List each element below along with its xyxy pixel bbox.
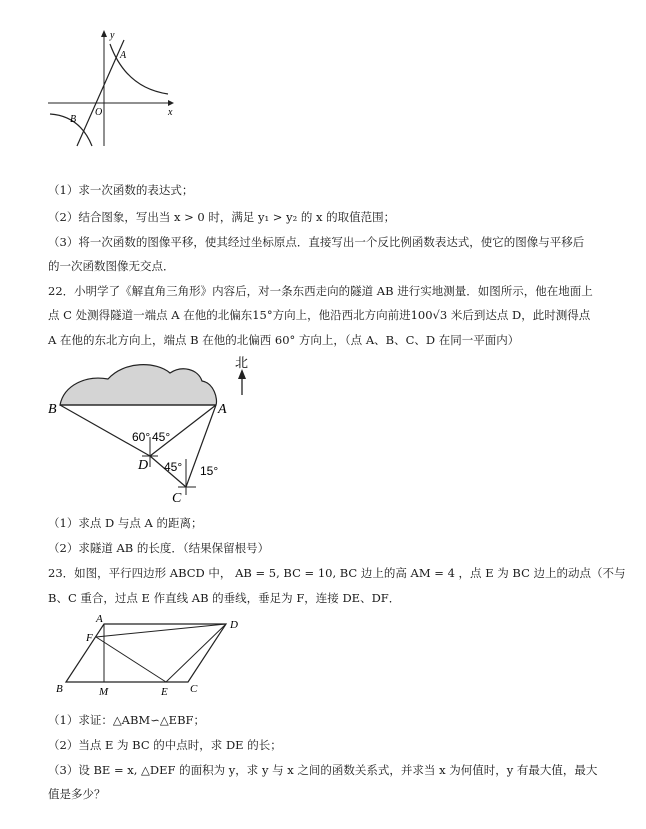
q23-statement-line-2: B、C 重合，过点 E 作直线 AB 的垂线，垂足为 F，连接 DE、DF．: [48, 591, 401, 605]
point-c-label: C: [190, 683, 198, 695]
point-a-label: A: [96, 613, 103, 625]
y-axis-label: y: [110, 30, 115, 41]
q22-statement-line-3: A 在他的东北方向上，端点 B 在他的北偏西 60° 方向上，（点 A、B、C、D 在同一平面内）: [48, 333, 520, 347]
q21-part-1: （1）求一次函数的表达式；: [48, 183, 194, 197]
q23-part-3-line-2: 值是多少？: [48, 787, 106, 801]
angle-45-bottom-label: 45°: [164, 460, 183, 474]
linear-function-line: [77, 40, 124, 146]
point-a-label: A: [120, 50, 127, 61]
x-axis-label: x: [168, 107, 173, 118]
q22-statement-line-1: 22．小明学了《解直角三角形》内容后，对一条东西走向的隧道 AB 进行实地测量．如图所示，他在地面上: [48, 284, 593, 298]
q21-part-2: （2）结合图象，写出当 x > 0 时，满足 y₁ > y₂ 的 x 的取值范围；: [48, 210, 396, 224]
q23-part-1: （1）求证：△ABM∽△EBF；: [48, 713, 205, 727]
angle-60-label: 60°: [132, 430, 151, 444]
q22-part-2: （2）求隧道 AB 的长度．（结果保留根号）: [48, 541, 270, 555]
segment-fd: [96, 624, 226, 637]
parallelogram-figure: [50, 612, 250, 702]
function-graph-figure: [40, 28, 190, 153]
origin-label: O: [95, 107, 103, 118]
point-c-label: C: [172, 491, 182, 505]
q21-part-3-line-1: （3）将一次函数的图像平移，使其经过坐标原点．直接写出一个反比例函数表达式，使它的图像与平移后: [48, 235, 585, 249]
segment-de: [166, 624, 226, 682]
segment-fe: [96, 637, 166, 682]
angle-45-top-label: 45°: [152, 430, 171, 444]
point-b-label: B: [56, 683, 63, 695]
point-m-label: M: [99, 686, 109, 698]
point-d-label: D: [230, 619, 238, 631]
x-axis-arrow: [168, 100, 174, 106]
point-a-label: A: [218, 402, 227, 417]
q23-part-3-line-1: （3）设 BE = x, △DEF 的面积为 y，求 y 与 x 之间的函数关系式，并求当 x 为何值时，y 有最大值，最大: [48, 763, 598, 777]
north-label: 北: [235, 356, 249, 371]
point-d-label: D: [138, 458, 149, 473]
q23-statement-line-1: 23．如图，平行四边形 ABCD 中， AB = 5, BC = 10, BC 边上的高 AM = 4 ，点 E 为 BC 边上的动点（不与: [48, 566, 626, 580]
point-b-label: B: [48, 402, 57, 417]
point-b-label: B: [70, 114, 77, 125]
q22-part-1: （1）求点 D 与点 A 的距离；: [48, 516, 203, 530]
mountain-shape: [60, 365, 216, 405]
point-f-label: F: [86, 632, 93, 644]
q21-part-3-line-2: 的一次函数图像无交点．: [48, 259, 175, 273]
q22-statement-line-2: 点 C 处测得隧道一端点 A 在他的北偏东15°方向上，他沿西北方向前进100√3 米后到达点 D，此时测得点: [48, 308, 591, 322]
tunnel-survey-figure: [46, 355, 256, 505]
angle-15-label: 15°: [200, 464, 219, 478]
y-axis-arrow: [101, 30, 107, 37]
q23-part-2: （2）当点 E 为 BC 的中点时，求 DE 的长；: [48, 738, 282, 752]
point-e-label: E: [161, 686, 168, 698]
